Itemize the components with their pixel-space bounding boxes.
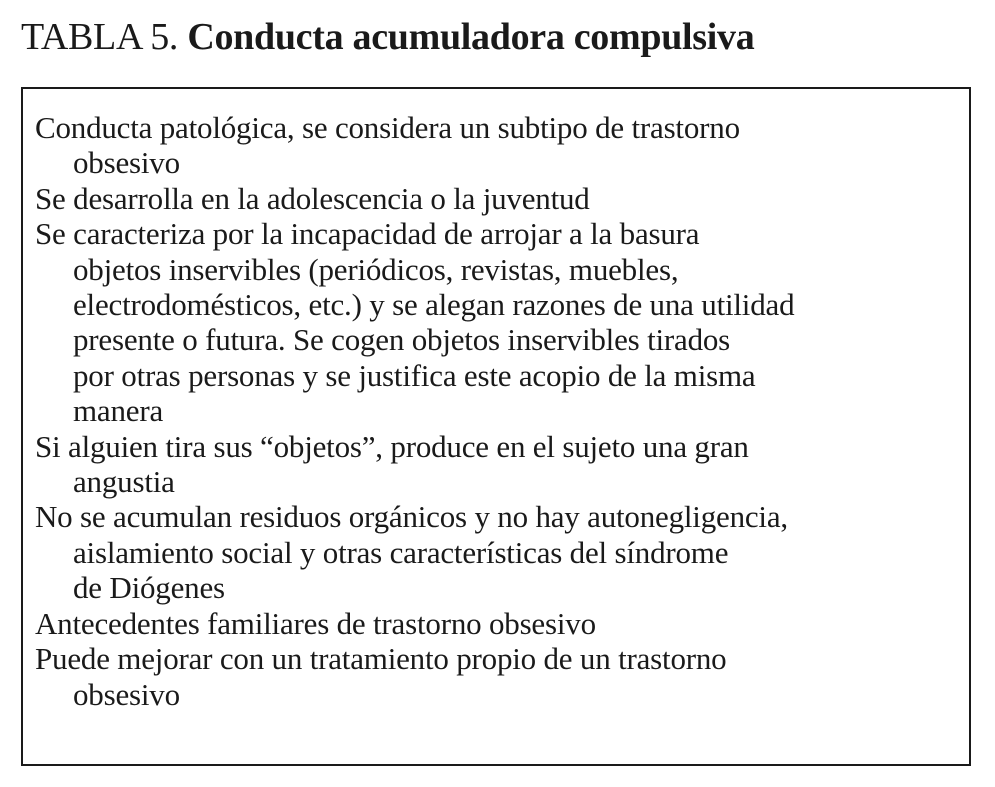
item-line: Antecedentes familiares de trastorno obsesivo <box>35 605 596 641</box>
item-line: obsesivo <box>73 676 180 712</box>
item-line: aislamiento social y otras características del síndrome <box>73 534 729 570</box>
item-line: No se acumulan residuos orgánicos y no hay autonegligencia, <box>35 499 788 535</box>
list-item <box>35 429 959 500</box>
list-item <box>35 181 959 216</box>
list-item <box>35 110 959 181</box>
item-line: presente o futura. Se cogen objetos inservibles tirados <box>73 322 731 358</box>
table-title <box>21 12 754 62</box>
item-line: Conducta patológica, se considera un subtipo de trastorno <box>35 110 740 145</box>
item-line: Se desarrolla en la adolescencia o la juventud <box>35 180 590 216</box>
item-line: de Diógenes <box>73 570 225 606</box>
item-line: angustia <box>73 464 175 500</box>
item-line: Se caracteriza por la incapacidad de arrojar a la basura <box>35 216 700 252</box>
criteria-list <box>35 110 959 712</box>
item-line: manera <box>73 393 164 429</box>
item-line: obsesivo <box>73 145 180 181</box>
list-item <box>35 641 959 712</box>
item-line: Puede mejorar con un tratamiento propio de un trastorno <box>35 641 727 677</box>
item-line: por otras personas y se justifica este acopio de la misma <box>73 357 756 393</box>
item-line: electrodomésticos, etc.) y se alegan razones de una utilidad <box>73 287 795 323</box>
item-line: Si alguien tira sus “objetos”, produce en el sujeto una gran <box>35 428 749 464</box>
list-item <box>35 499 959 605</box>
table-name: Conducta acumuladora compulsiva <box>187 16 755 58</box>
list-item <box>35 216 959 428</box>
table-box <box>21 87 971 766</box>
table-number-label: TABLA 5. <box>21 16 179 58</box>
item-line: objetos inservibles (periódicos, revistas, muebles, <box>73 251 679 287</box>
list-item <box>35 606 959 641</box>
